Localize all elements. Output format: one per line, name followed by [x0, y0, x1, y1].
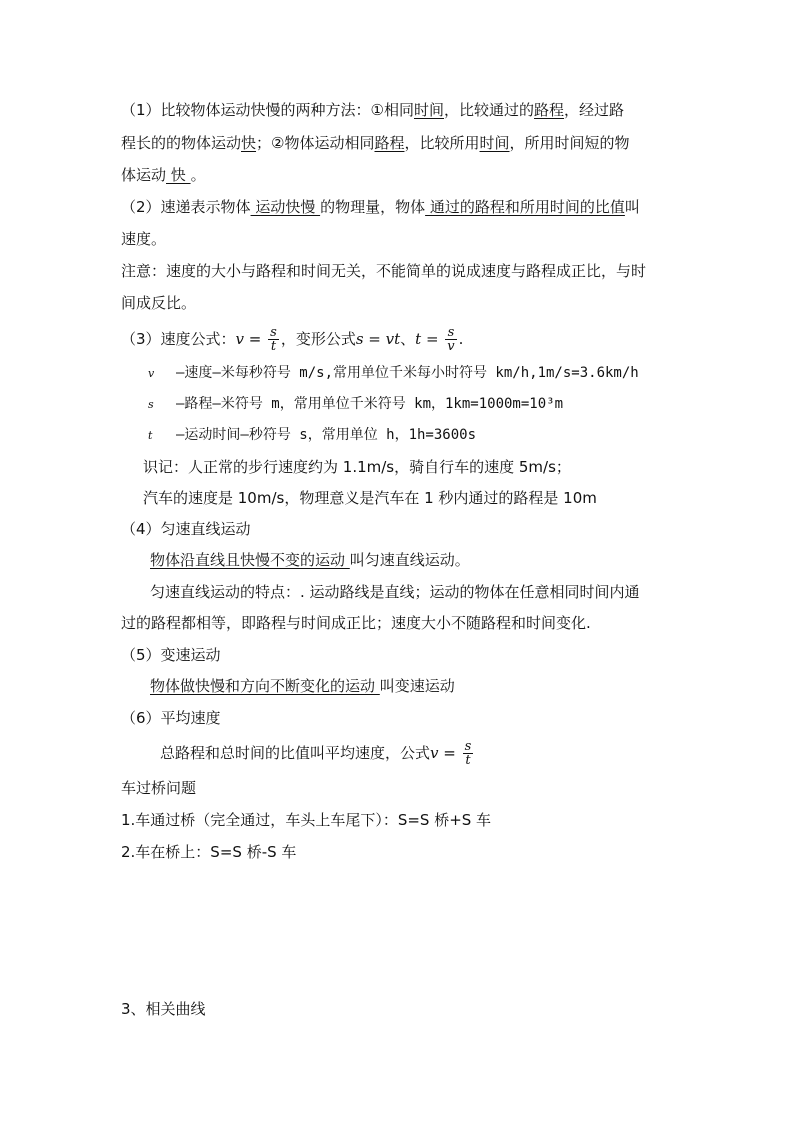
text: —运动时间—秒符号 s，常用单位 h，1h=3600s — [176, 427, 477, 443]
text: 2.车在桥上：S=S 桥-S 车 — [121, 843, 297, 861]
text: ，所用时间短的物 — [509, 134, 630, 152]
p1-line2 — [121, 132, 630, 154]
underlined-answer: 快 — [166, 166, 191, 184]
numerator: s — [270, 325, 277, 340]
underlined-answer: 物体沿直线且快慢不变的运动 — [150, 551, 350, 569]
text: ，变形公式 — [280, 330, 356, 348]
formula: s = vt — [355, 330, 401, 348]
formula: t = — [415, 330, 444, 348]
fraction — [463, 740, 474, 767]
p4-line1 — [150, 549, 470, 571]
text: 叫 — [624, 198, 640, 216]
text: （3）速度公式： — [121, 330, 236, 348]
text: 总路程和总时间的比值叫平均速度，公式 — [160, 744, 431, 762]
formula-op: = — [438, 744, 461, 762]
text: ；②物体运动相同 — [256, 134, 375, 152]
text: （2）速递表示物体 — [121, 198, 251, 216]
p5-title — [121, 644, 221, 666]
underlined-answer: 时间 — [479, 134, 510, 152]
symbol: v — [148, 367, 155, 380]
text: 。 — [190, 166, 206, 184]
def-distance — [148, 393, 563, 416]
bridge-line1 — [121, 809, 491, 831]
fraction — [445, 326, 456, 353]
underlined-answer: 时间 — [414, 101, 445, 119]
formula-var: v — [235, 330, 245, 348]
text: 速度。 — [121, 230, 167, 248]
text: （1）比较物体运动快慢的两种方法：①相同 — [121, 101, 414, 119]
text: 汽车的速度是 10m/s，物理意义是汽车在 1 秒内通过的路程是 10m — [143, 489, 597, 507]
numerator: s — [464, 739, 472, 754]
text: 叫匀速直线运动。 — [349, 551, 470, 569]
p4-line3 — [121, 612, 591, 634]
text: ，比较所用 — [404, 134, 480, 152]
text: 、 — [400, 330, 416, 348]
p4-title — [121, 518, 251, 540]
p4-line2 — [150, 581, 640, 603]
heading: （4）匀速直线运动 — [121, 520, 251, 538]
bridge-title — [121, 777, 196, 799]
p1-line1 — [121, 99, 624, 121]
underlined-answer: 快 — [241, 134, 257, 152]
formula-op: = — [244, 330, 267, 348]
underlined-answer: 路程 — [374, 134, 405, 152]
text: . — [458, 330, 464, 348]
numerator: s — [445, 326, 456, 340]
text: 的物理量，物体 — [320, 198, 426, 216]
denominator: v — [447, 339, 455, 354]
text: 匀速直线运动的特点：. 运动路线是直线；运动的物体在任意相同时间内通 — [150, 583, 640, 601]
p1-line3 — [121, 164, 206, 186]
text: 叫变速运动 — [379, 677, 455, 695]
text: —路程—米符号 m，常用单位千米符号 km，1km=1000m=10³m — [176, 396, 564, 412]
text: ，比较通过的 — [444, 101, 535, 119]
memo-line1 — [143, 456, 571, 478]
p6-line1 — [160, 738, 475, 768]
text: 间成反比。 — [121, 294, 197, 312]
section-3-heading — [121, 998, 206, 1020]
speed-formula-line — [121, 324, 463, 354]
formula-var: v — [430, 744, 439, 762]
def-time — [148, 424, 476, 447]
underlined-answer: 物体做快慢和方向不断变化的运动 — [150, 677, 380, 695]
text: 过的路程都相等，即路程与时间成正比；速度大小不随路程和时间变化. — [121, 614, 591, 632]
p5-line1 — [150, 675, 455, 697]
text: 体运动 — [121, 166, 167, 184]
fraction — [268, 326, 279, 353]
heading: （5）变速运动 — [121, 646, 221, 664]
def-velocity — [148, 362, 639, 385]
denominator: t — [465, 753, 471, 768]
p2-line1 — [121, 196, 640, 218]
text: 程长的的物体运动 — [121, 134, 242, 152]
symbol: s — [148, 398, 154, 411]
note-line2 — [121, 292, 196, 314]
symbol: t — [148, 429, 153, 442]
heading: 3、相关曲线 — [121, 1000, 206, 1018]
denominator: t — [270, 339, 277, 354]
underlined-answer: 路程 — [534, 101, 565, 119]
text: —速度—米每秒符号 m/s,常用单位千米每小时符号 km/h,1m/s=3.6km/h — [176, 365, 639, 381]
heading: 车过桥问题 — [121, 779, 197, 797]
memo-line2 — [143, 487, 597, 509]
p2-line2 — [121, 228, 166, 250]
p6-title — [121, 707, 221, 729]
note-line1 — [121, 260, 646, 282]
heading: （6）平均速度 — [121, 709, 221, 727]
text: 注意：速度的大小与路程和时间无关，不能简单的说成速度与路程成正比，与时 — [121, 262, 647, 280]
text: 1.车通过桥（完全通过，车头上车尾下）：S=S 桥+S 车 — [121, 811, 492, 829]
underlined-answer: 运动快慢 — [250, 198, 321, 216]
text: 识记：人正常的步行速度约为 1.1m/s，骑自行车的速度 5m/s； — [143, 458, 571, 476]
underlined-answer: 通过的路程和所用时间的比值 — [425, 198, 625, 216]
text: ，经过路 — [564, 101, 625, 119]
bridge-line2 — [121, 841, 296, 863]
